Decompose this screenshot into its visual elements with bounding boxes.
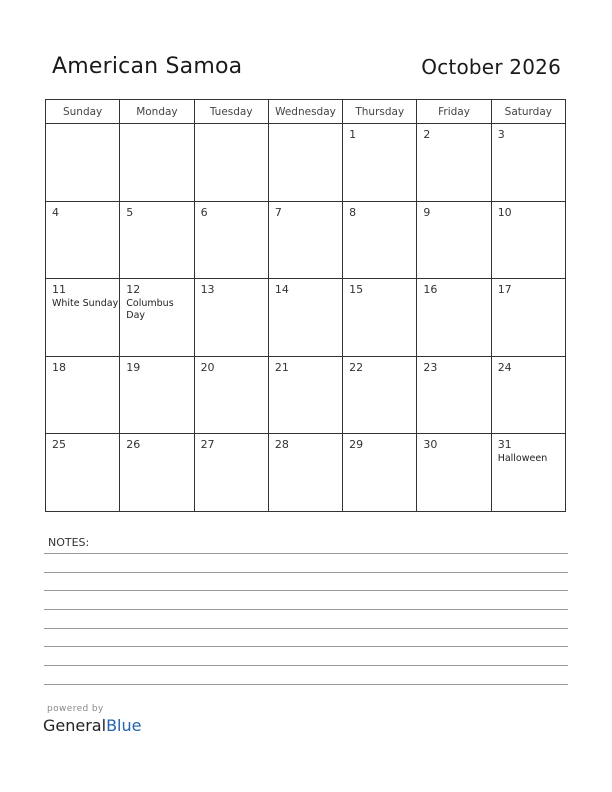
notes-label: NOTES: [48,536,90,549]
week-row-4 [46,356,566,434]
brand-name-blue: Blue [106,716,142,735]
day-number: 24 [497,360,512,374]
day-number: 8 [349,205,357,219]
day-number: 20 [200,360,215,374]
day-cell [194,279,268,357]
day-cell [46,434,120,512]
day-number: 10 [497,205,512,219]
day-cell [120,124,194,202]
day-number: 2 [423,128,431,141]
day-cell [343,279,417,357]
day-number [269,124,342,128]
note-line [44,590,568,591]
holiday-label: White Sunday [52,298,119,310]
day-cell [194,201,268,279]
day-number [120,124,193,128]
week-row-1 [46,124,566,202]
calendar-grid [45,99,566,512]
calendar-region-title: American Samoa [52,54,243,79]
note-line [44,628,568,629]
day-cell [268,434,342,512]
note-line [44,665,568,666]
day-cell [343,434,417,512]
day-number: 25 [52,438,66,452]
weekday-saturday: Saturday [491,100,565,124]
brand-name-general: General [43,716,107,735]
day-cell [417,124,491,202]
day-cell [194,356,268,434]
day-number: 19 [126,360,141,374]
day-number: 28 [274,438,289,452]
day-cell [491,201,565,279]
day-cell [268,201,342,279]
day-cell [417,434,491,512]
day-cell [417,201,491,279]
day-number: 6 [200,205,208,219]
day-number: 4 [52,205,59,219]
holiday-label: Columbus Day [126,298,174,322]
weekday-tuesday: Tuesday [194,100,268,124]
day-number: 1 [349,128,357,141]
day-cell [491,434,565,512]
week-row-2 [46,201,566,279]
day-number: 23 [423,360,438,374]
day-cell [417,356,491,434]
day-cell [268,356,342,434]
day-cell [46,201,120,279]
day-number: 9 [423,205,431,219]
weekday-sunday: Sunday [46,100,120,124]
day-number: 27 [200,438,215,452]
day-number: 3 [497,128,505,141]
day-number: 17 [497,283,512,297]
day-number: 13 [200,283,215,297]
day-cell [120,201,194,279]
day-cell [194,434,268,512]
day-number [195,124,268,128]
weekday-friday: Friday [417,100,491,124]
day-cell [343,356,417,434]
day-cell [46,124,120,202]
day-cell [194,124,268,202]
day-number: 30 [423,438,438,452]
day-number: 31 [497,438,512,452]
day-cell [491,279,565,357]
day-number: 12 [126,283,141,297]
note-line [44,609,568,610]
day-number: 21 [274,360,289,374]
weekday-monday: Monday [120,100,194,124]
day-cell [491,356,565,434]
day-number: 5 [126,205,134,219]
note-line [44,684,568,685]
day-number [46,124,119,128]
day-number: 22 [349,360,364,374]
week-row-5 [46,434,566,512]
day-number: 26 [126,438,141,452]
day-cell [417,279,491,357]
day-number: 18 [52,360,66,374]
day-cell [120,434,194,512]
weekday-header-row [46,100,566,124]
day-cell [268,124,342,202]
day-number: 11 [52,283,66,297]
powered-by-text: powered by [47,704,104,714]
day-cell [343,124,417,202]
day-cell [120,356,194,434]
day-number: 29 [349,438,364,452]
day-cell [46,279,120,357]
week-row-3 [46,279,566,357]
day-cell [268,279,342,357]
day-number: 7 [274,205,282,219]
weekday-thursday: Thursday [343,100,417,124]
day-cell [491,124,565,202]
note-line [44,572,568,573]
generalblue-logo [43,716,141,735]
note-line [44,553,568,554]
weekday-wednesday: Wednesday [268,100,342,124]
day-cell [343,201,417,279]
day-number: 16 [423,283,438,297]
day-number: 15 [349,283,364,297]
note-line [44,646,568,647]
holiday-label: Halloween [497,453,548,465]
day-cell [120,279,194,357]
day-number: 14 [274,283,289,297]
day-cell [46,356,120,434]
calendar-month-title: October 2026 [421,55,561,79]
